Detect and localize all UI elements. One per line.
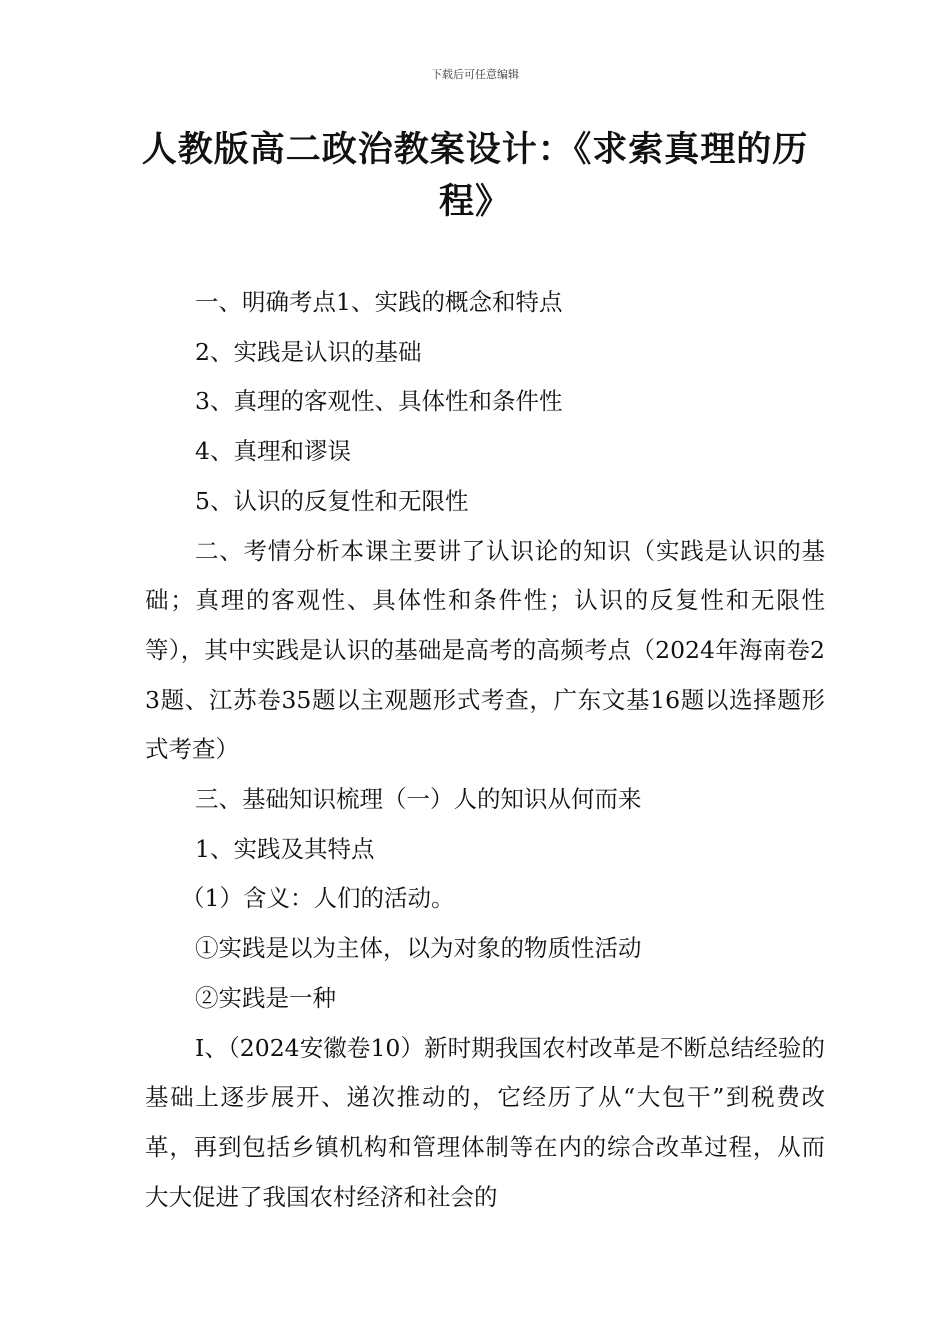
paragraph-exam-point-2: 2、实践是认识的基础	[195, 337, 422, 366]
paragraph-point-a: ①实践是以为主体，以为对象的物质性活动	[195, 934, 642, 963]
document-title: 人教版高二政治教案设计：《求索真理的历程》	[141, 130, 809, 222]
header-note: 下载后可任意编辑	[431, 68, 519, 81]
paragraph-exam-point-4: 4、真理和谬误	[195, 437, 351, 466]
paragraph-example: Ⅰ、（2024安徽卷10）新时期我国农村改革是不断总结经验的基础上逐步展开、递次推动的，它经历了从“大包干”到税费改革，再到包括乡镇机构和管理体制等在内的综合改革过程，从而大大促进了我国农村经济和社会的	[145, 1033, 825, 1211]
paragraph-exam-point-3: 3、真理的客观性、具体性和条件性	[195, 387, 563, 416]
paragraph-exam-point-1: 一、明确考点1、实践的概念和特点	[195, 288, 563, 316]
paragraph-exam-point-5: 5、认识的反复性和无限性	[195, 486, 469, 515]
paragraph-analysis: 二、考情分析本课主要讲了认识论的知识（实践是认识的基础；真理的客观性、具体性和条件性；认识的反复性和无限性等），其中实践是认识的基础是高考的高频考点（2024年海南卷23题、江苏卷35题以主观题形式考查，广东文基16题以选择题形式考查）	[145, 536, 825, 764]
paragraph-practice-heading: 1、实践及其特点	[195, 834, 375, 863]
paragraph-definition: （1）含义：人们的活动。	[181, 884, 455, 913]
paragraph-knowledge-heading: 三、基础知识梳理（一）人的知识从何而来	[195, 785, 642, 814]
paragraph-point-b: ②实践是一种	[195, 983, 336, 1012]
document-body	[145, 278, 825, 1222]
